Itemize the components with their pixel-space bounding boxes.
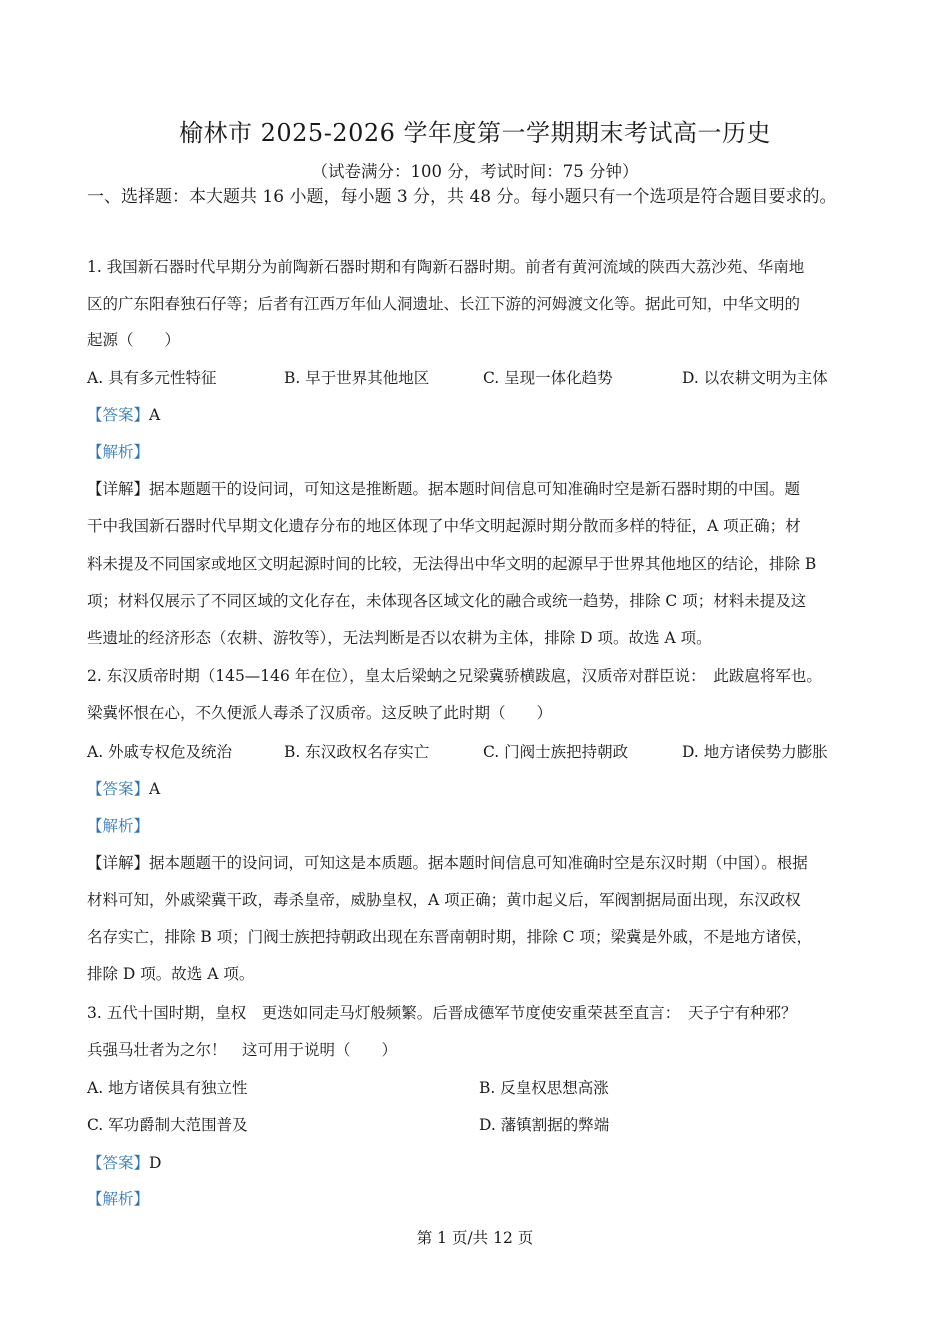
q2-stem-line: 梁冀怀恨在心，不久便派人毒杀了汉质帝。这反映了此时期（ ）: [87, 704, 553, 722]
q3-option-a: A. 地方诸侯具有独立性: [87, 1079, 248, 1097]
q1-option-b: B. 早于世界其他地区: [284, 369, 430, 387]
exam-title: 榆林市 2025-2026 学年度第一学期期末考试高一历史: [178, 119, 772, 147]
q2-stem-line: 2. 东汉质帝时期（145—146 年在位），皇太后梁蚋之兄梁冀骄横跋扈，汉质帝对群臣说： 此跋扈将军也。: [87, 667, 822, 685]
q2-answer: [87, 777, 160, 799]
analysis-label: 【解析】: [87, 817, 150, 835]
q1-option-c: C. 呈现一体化趋势: [483, 369, 613, 387]
q1-detail-line: 料未提及不同国家或地区文明起源时间的比较，无法得出中华文明的起源早于世界其他地区的结论，排除 B: [87, 555, 817, 573]
q1-option-a: A. 具有多元性特征: [87, 369, 217, 387]
section-header: 一、选择题：本大题共 16 小题，每小题 3 分，共 48 分。每小题只有一个选项是符合题目要求的。: [87, 187, 837, 207]
q2-detail-line: 名存实亡，排除 B 项；门阀士族把持朝政出现在东晋南朝时期，排除 C 项；梁冀是外戚，不是地方诸侯，: [87, 928, 812, 946]
q3-answer: [87, 1151, 161, 1173]
q3-stem-line: 3. 五代十国时期，皇权 更迭如同走马灯般频繁。后晋成德军节度使安重荣甚至直言： 天子宁有种邪？: [87, 1004, 797, 1022]
q2-option-d: D. 地方诸侯势力膨胀: [682, 743, 828, 761]
page-footer: 第 1 页/共 12 页: [416, 1229, 534, 1247]
q2-option-c: C. 门阀士族把持朝政: [483, 743, 629, 761]
q3-option-b: B. 反皇权思想高涨: [479, 1079, 609, 1097]
q1-stem-line: 1. 我国新石器时代早期分为前陶新石器时期和有陶新石器时期。前者有黄河流域的陕西大荔沙苑、华南地: [87, 258, 805, 276]
q3-option-c: C. 军功爵制大范围普及: [87, 1116, 248, 1134]
exam-subtitle: （试卷满分：100 分，考试时间：75 分钟）: [311, 162, 639, 181]
q2-option-a: A. 外戚专权危及统治: [87, 743, 233, 761]
q1-detail-text: 据本题题干的设问词，可知这是推断题。据本题时间信息可知准确时空是新石器时期的中国。题: [149, 480, 801, 498]
detail-label: 【详解】: [87, 854, 150, 872]
q1-detail-line: 干中我国新石器时代早期文化遗存分布的地区体现了中华文明起源时期分散而多样的特征，A 项正确；材: [87, 517, 801, 535]
answer-label: 【答案】: [87, 780, 150, 798]
q3-stem-line: 兵强马壮者为之尔！ 这可用于说明（ ）: [87, 1041, 398, 1059]
analysis-label: 【解析】: [87, 1190, 150, 1208]
q1-answer-value: A: [149, 406, 161, 424]
q1-analysis: [87, 440, 149, 462]
q1-detail-line: [87, 477, 800, 499]
q1-stem-line: 起源（ ）: [87, 331, 181, 349]
q1-stem-line: 区的广东阳春独石仔等；后者有江西万年仙人洞遗址、长江下游的河姆渡文化等。据此可知，中华文明的: [87, 295, 801, 313]
q1-answer: [87, 403, 160, 425]
q3-analysis: [87, 1187, 149, 1209]
q2-analysis: [87, 814, 149, 836]
q3-answer-value: D: [149, 1154, 162, 1172]
q2-option-b: B. 东汉政权名存实亡: [284, 743, 430, 761]
q1-option-d: D. 以农耕文明为主体: [682, 369, 828, 387]
analysis-label: 【解析】: [87, 443, 150, 461]
q2-detail-line: [87, 851, 808, 873]
q3-option-d: D. 藩镇割据的弊端: [479, 1116, 610, 1134]
q2-answer-value: A: [149, 780, 161, 798]
q2-detail-text: 据本题题干的设问词，可知这是本质题。据本题时间信息可知准确时空是东汉时期（中国）。根据: [149, 854, 808, 872]
q1-detail-line: 项；材料仅展示了不同区域的文化存在，未体现各区域文化的融合或统一趋势，排除 C 项；材料未提及这: [87, 592, 807, 610]
detail-label: 【详解】: [87, 480, 150, 498]
q1-detail-line: 些遗址的经济形态（农耕、游牧等），无法判断是否以农耕为主体，排除 D 项。故选 A 项。: [87, 629, 712, 647]
answer-label: 【答案】: [87, 1154, 150, 1172]
q2-detail-line: 排除 D 项。故选 A 项。: [87, 965, 255, 983]
q2-detail-line: 材料可知，外戚梁冀干政，毒杀皇帝，威胁皇权，A 项正确；黄巾起义后，军阀割据局面出现，东汉政权: [87, 891, 801, 909]
answer-label: 【答案】: [87, 406, 150, 424]
